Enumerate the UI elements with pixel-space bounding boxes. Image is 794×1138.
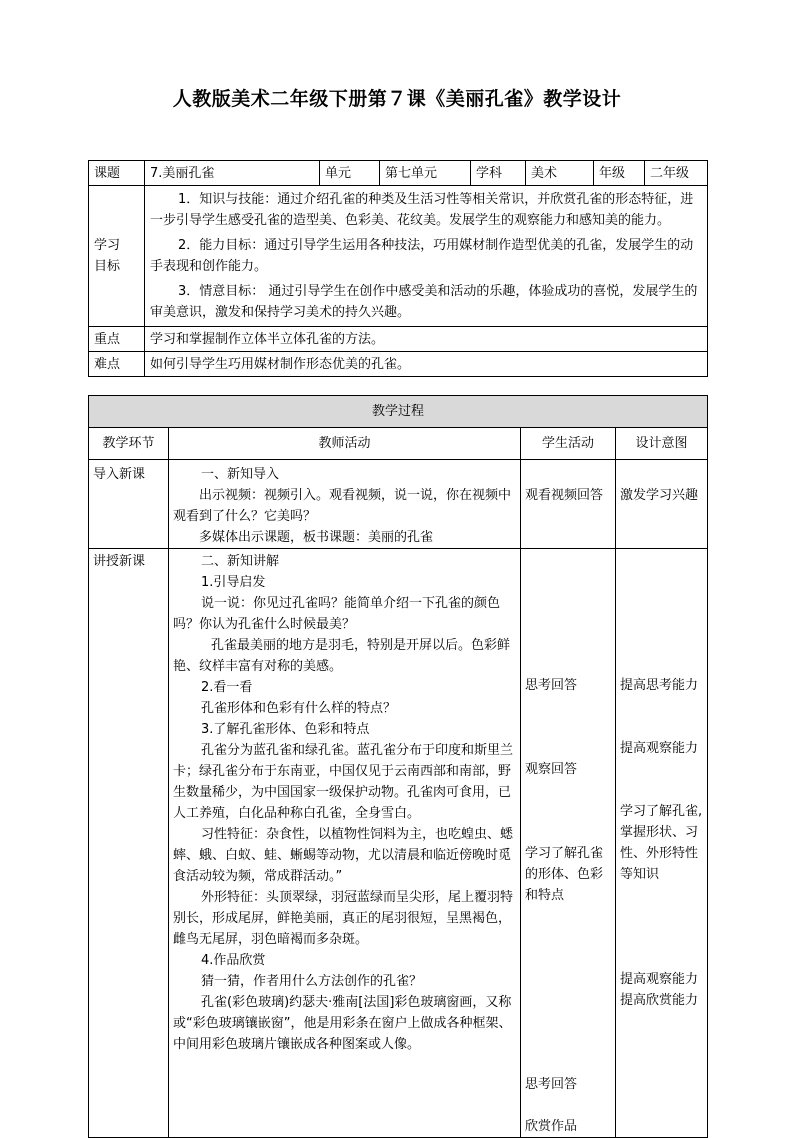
goal-ability: 2．能力目标：通过引导学生运用各种技法，巧用媒材制作造型优美的孔雀，发展学生的动手表现和创作能力。 (150, 238, 694, 274)
process-banner-row (89, 396, 708, 428)
intro-row (89, 460, 708, 549)
key-row (89, 327, 708, 352)
header-student: 学生活动 (521, 428, 616, 460)
key-value: 学习和掌握制作立体半立体孔雀的方法。 (145, 327, 708, 352)
teach-stage: 讲授新课 (89, 549, 169, 1138)
goal-knowledge: 1．知识与技能：通过介绍孔雀的种类及生活习性等相关常识，并欣赏孔雀的形态特征，进一步引导学生感受孔雀的造型美、色彩美、花纹美。发展学生的观察能力和感知美的能力。 (150, 192, 694, 228)
difficulty-label: 难点 (89, 352, 145, 377)
intro-teacher: 一、新知导入 出示视频：视频引入。观看视频，说一说，你在视频中观看到了什么？它美吗？ 多媒体出示课题，板书课题：美丽的孔雀 (169, 460, 521, 549)
goals-label: 学习 目标 (89, 186, 145, 327)
unit-label: 单元 (320, 161, 380, 186)
lesson-label: 课题 (89, 161, 145, 186)
document-title: 人教版美术二年级下册第７课《美丽孔雀》教学设计 (172, 88, 622, 110)
lesson-row (89, 161, 708, 186)
purpose-observe-1: 提高观察能力 (620, 741, 699, 756)
intro-student: 观看视频回答 (521, 460, 616, 549)
lesson-value: 7.美丽孔雀 (145, 161, 320, 186)
header-purpose: 设计意图 (616, 428, 708, 460)
student-think-2: 思考回答 (525, 1077, 578, 1092)
difficulty-row (89, 352, 708, 377)
goals-content (145, 186, 708, 327)
grade-label: 年级 (594, 161, 645, 186)
unit-value: 第七单元 (380, 161, 471, 186)
difficulty-value: 如何引导学生巧用媒材制作形态优美的孔雀。 (145, 352, 708, 377)
teach-row (89, 549, 708, 1138)
teaching-process-table (88, 395, 708, 1138)
intro-purpose: 激发学习兴趣 (616, 460, 708, 549)
teach-purpose (616, 549, 708, 1138)
intro-stage: 导入新课 (89, 460, 169, 549)
goal-emotion: 3．情意目标： 通过引导学生在创作中感受美和活动的乐趣，体验成功的喜悦，发展学生的审美意识，激发和保持学习美术的持久兴趣。 (150, 284, 698, 320)
header-teacher: 教师活动 (169, 428, 521, 460)
key-label: 重点 (89, 327, 145, 352)
subject-label: 学科 (471, 161, 526, 186)
student-appreciate: 欣赏作品 (525, 1119, 578, 1134)
teach-teacher: 二、新知讲解 1.引导启发 说一说：你见过孔雀吗？能简单介绍一下孔雀的颜色吗？你认为孔雀什么时候最美？ 孔雀最美丽的地方是羽毛，特别是开屏以后。色彩鲜艳、纹样丰富有对称的美感。 2.看一看 孔雀形体和色彩有什么样的特点？ 3.了解孔雀形体、色彩和特点 孔雀分为蓝孔雀和绿孔雀。蓝孔雀分布于印度和斯里兰卡；绿孔雀分布于东南亚，中国仅见于云南西部和南部，野生数量稀少，为中国国家一级保护动物。孔雀肉可食用，已人工养殖，白化品种称白孔雀，全身雪白。 习性特征：杂食性，以植物性饲料为主，也吃蝗虫、蟋蟀、蛾、白蚁、蛙、蜥蜴等动物，尤以清晨和临近傍晚时觅食活动较为频，常成群活动。” 外形特征：头顶翠绿，羽冠蓝绿而呈尖形，尾上覆羽特别长，形成尾屏，鲜艳美丽，真正的尾羽很短，呈黑褐色，雌鸟无尾屏，羽色暗褐而多杂斑。 4.作品欣赏 猜一猜，作者用什么方法创作的孔雀？ 孔雀(彩色玻璃)约瑟夫·雅南[法国]彩色玻璃窗画，又称或“彩色玻璃镶嵌窗”，他是用彩条在窗户上做成各种框架、中间用彩色玻璃片镶嵌成各种图案或人像。 (169, 549, 521, 1138)
student-observe: 观察回答 (525, 762, 578, 777)
purpose-thinking: 提高思考能力 (620, 678, 699, 693)
purpose-appreciate: 提高欣赏能力 (620, 993, 699, 1008)
process-header-row (89, 428, 708, 460)
lesson-info-table (88, 160, 708, 377)
subject-value: 美术 (526, 161, 594, 186)
purpose-observe-2: 提高观察能力 (620, 972, 699, 987)
grade-value: 二年级 (645, 161, 708, 186)
purpose-knowledge: 学习了解孔雀,掌握形状、习性、外形特性等知识 (620, 804, 703, 882)
goals-row (89, 186, 708, 327)
header-stage: 教学环节 (89, 428, 169, 460)
teach-student (521, 549, 616, 1138)
student-learn: 学习了解孔雀的形体、色彩和特点 (525, 846, 604, 903)
student-think-1: 思考回答 (525, 678, 578, 693)
process-banner: 教学过程 (89, 396, 708, 428)
